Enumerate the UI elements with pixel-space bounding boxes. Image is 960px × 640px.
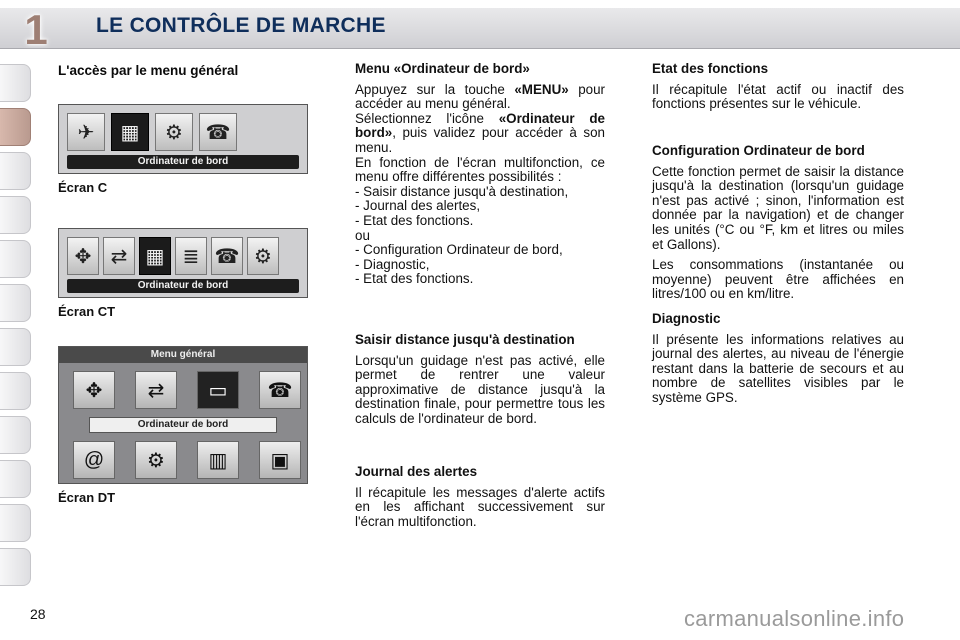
column-menu [355,62,605,287]
menu-list-2 [355,243,605,287]
side-tab[interactable] [0,64,31,102]
saisir-heading: Saisir distance jusqu'à destination [355,332,575,347]
phone-icon: ☎ [211,237,243,275]
journal-heading: Journal des alertes [355,464,478,479]
screen-ct-image [58,228,308,298]
settings-icon: ⚙ [135,441,177,479]
section-title: L'accès par le menu général [58,63,239,78]
list-item: - Diagnostic, [355,256,430,272]
settings-icon: ⚙ [247,237,279,275]
config-text-2: Les consommations (instantanée ou moyenne) peuvent être affichées en litres/100 ou en km/litre. [652,257,904,302]
trip-computer-icon: ▭ [197,371,239,409]
chapter-number: 1 [24,6,48,53]
watermark: carmanualsonline.info [684,606,905,631]
side-tab[interactable] [0,328,31,366]
menu-list-1 [355,185,605,229]
column-saisir [355,333,605,433]
screen-c-bar: Ordinateur de bord [67,155,299,169]
menu-paragraph-3: En fonction de l'écran multifonction, ce menu offre différentes possibilités : [355,154,605,185]
etat-heading: Etat des fonctions [652,61,769,76]
column-diagnostic [652,312,904,412]
screen-dt-bar: Ordinateur de bord [89,417,277,433]
config-heading: Configuration Ordinateur de bord [652,143,865,158]
navigation-icon: ✥ [67,237,99,275]
phone-icon: ☎ [259,371,301,409]
list-item: - Configuration Ordinateur de bord, [355,242,563,258]
diagnostic-heading: Diagnostic [652,311,721,326]
navigation-icon: ✥ [73,371,115,409]
menu-paragraph-2: Sélectionnez l'icône «Ordinateur de bord», puis validez pour accéder à son menu. [355,110,605,155]
side-tab[interactable] [0,504,31,542]
journal-text: Il récapitule les messages d'alerte actifs en les affichant successivement sur l'écran multifonction. [355,484,605,529]
column-etat [652,62,904,118]
column-journal [355,465,605,535]
etat-text: Il récapitule l'état actif ou inactif des fonctions présentes sur le véhicule. [652,81,904,112]
page-number: 28 [30,606,46,622]
screen-dt-image [58,346,308,484]
screen-c-image [58,104,308,174]
video-icon: ▣ [259,441,301,479]
route-icon: ⇄ [103,237,135,275]
side-tab[interactable] [0,416,31,454]
menu-or: ou [355,227,370,243]
side-tab[interactable] [0,196,31,234]
contacts-icon: @ [73,441,115,479]
settings-icon: ⚙ [155,113,193,151]
map-icon: ▥ [197,441,239,479]
side-tab-active[interactable] [0,108,31,146]
side-tab[interactable] [0,152,31,190]
screen-ct-label: Écran CT [58,304,116,319]
side-tab[interactable] [0,284,31,322]
phone-icon: ☎ [199,113,237,151]
screen-dt-label: Écran DT [58,490,116,505]
list-item: - Journal des alertes, [355,198,481,214]
menu-paragraph-1: Appuyez sur la touche «MENU» pour accéder au menu général. [355,81,605,112]
trip-computer-icon: ▦ [111,113,149,151]
route-icon: ⇄ [135,371,177,409]
chapter-title: LE CONTRÔLE DE MARCHE [96,14,386,37]
screen-dt-topbar: Menu général [59,347,307,363]
side-tab[interactable] [0,240,31,278]
list-icon: ≣ [175,237,207,275]
side-tab[interactable] [0,372,31,410]
list-item: - Saisir distance jusqu'à destination, [355,183,569,199]
list-item: - Etat des fonctions. [355,212,474,228]
saisir-text: Lorsqu'un guidage n'est pas activé, elle permet de rentrer une valeur approximative de distance jusqu'à la destination finale, pour permettre tous les calculs de l'ordinateur de bord. [355,352,605,426]
config-text-1: Cette fonction permet de saisir la distance jusqu'à la destination (lorsqu'un guidage n'est pas activé ; sinon, l'information est donnée par la navigation) et de changer les unités (°C ou °F, km et litres ou miles et Gallons). [652,163,904,252]
screen-ct-bar: Ordinateur de bord [67,279,299,293]
navigation-icon: ✈ [67,113,105,151]
list-item: - Etat des fonctions. [355,271,474,287]
screen-c-label: Écran C [58,180,108,195]
trip-computer-icon: ▦ [139,237,171,275]
side-tab[interactable] [0,548,31,586]
side-tabs [0,64,34,592]
side-tab[interactable] [0,460,31,498]
menu-heading: Menu «Ordinateur de bord» [355,61,530,76]
diagnostic-text: Il présente les informations relatives au journal des alertes, au niveau de l'énergie restant dans la batterie de secours et au nombre de satellites visibles par le système GPS. [652,331,904,405]
column-config [652,144,904,308]
